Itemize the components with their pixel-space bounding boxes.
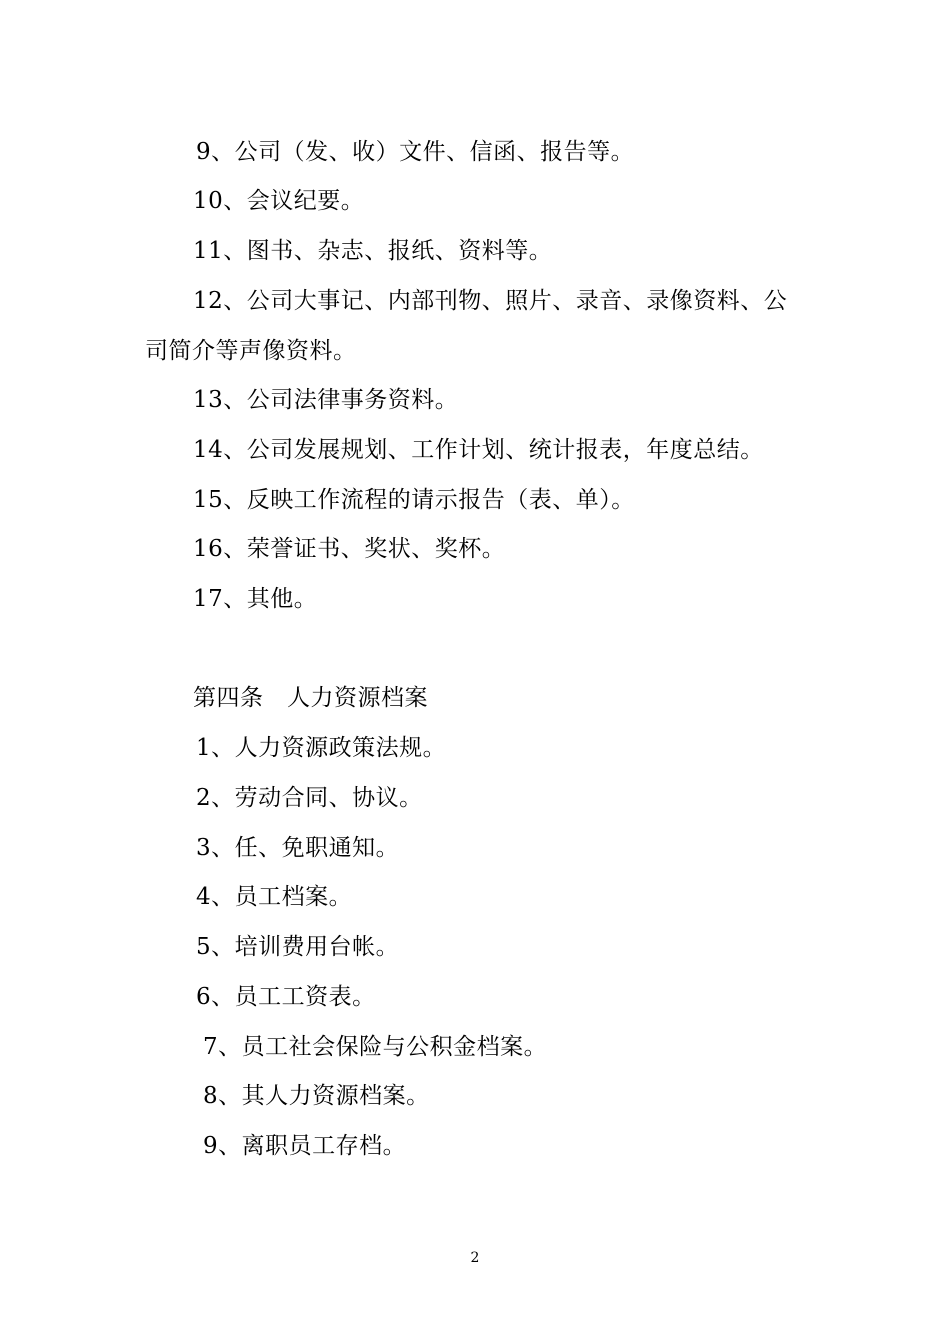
list-item: 9、公司（发、收）文件、信函、报告等。	[196, 139, 635, 165]
list-item: 1、人力资源政策法规。	[196, 735, 447, 761]
list-item: 10、会议纪要。	[193, 188, 365, 214]
list-item: 4、员工档案。	[196, 884, 353, 910]
list-item: 9、离职员工存档。	[203, 1133, 407, 1159]
list-item: 6、员工工资表。	[196, 984, 376, 1010]
list-item: 16、荣誉证书、奖状、奖杯。	[193, 536, 506, 562]
list-item-continuation: 司简介等声像资料。	[145, 338, 357, 364]
list-item: 13、公司法律事务资料。	[193, 387, 459, 413]
list-item: 2、劳动合同、协议。	[196, 785, 423, 811]
list-item: 5、培训费用台帐。	[196, 934, 400, 960]
list-item: 12、公司大事记、内部刊物、照片、录音、录像资料、公	[193, 288, 788, 314]
page-number: 2	[470, 1250, 480, 1266]
list-item: 3、任、免职通知。	[196, 835, 400, 861]
list-item: 7、员工社会保险与公积金档案。	[203, 1034, 548, 1060]
list-item: 14、公司发展规划、工作计划、统计报表，年度总结。	[193, 437, 764, 463]
list-item: 15、反映工作流程的请示报告（表、单）。	[193, 487, 635, 513]
list-item: 17、其他。	[193, 586, 318, 612]
section-heading: 第四条 人力资源档案	[193, 685, 428, 711]
list-item: 11、图书、杂志、报纸、资料等。	[193, 238, 553, 264]
list-item: 8、其人力资源档案。	[203, 1083, 430, 1109]
